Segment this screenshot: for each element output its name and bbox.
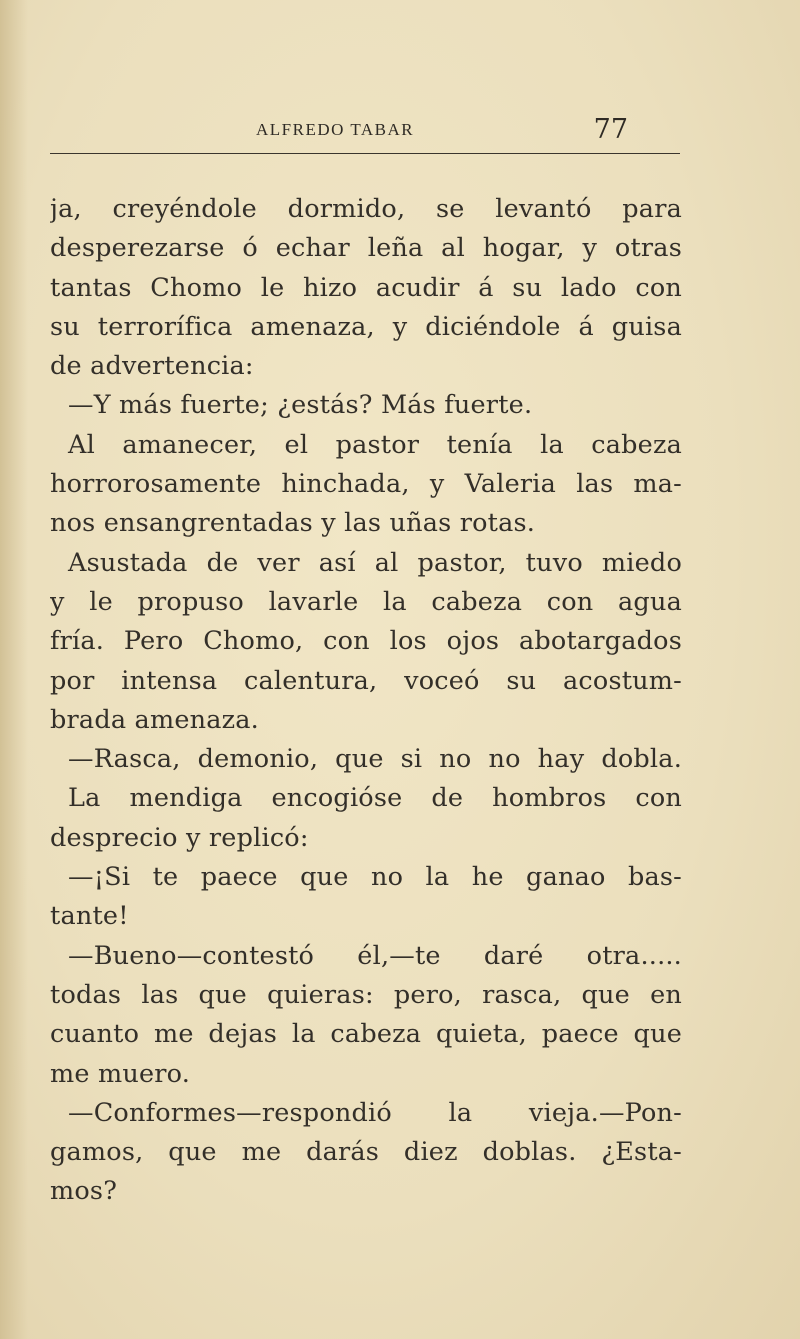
text-line: su terrorífica amenaza, y diciéndole á guisa bbox=[50, 311, 682, 342]
text-line: —Bueno—contestó él,—te daré otra..... bbox=[68, 940, 682, 971]
text-line: tante! bbox=[50, 901, 129, 932]
text-line: mos? bbox=[50, 1176, 118, 1207]
text-line: me muero. bbox=[50, 1058, 191, 1089]
body-text bbox=[50, 190, 682, 1212]
header-rule bbox=[50, 153, 680, 154]
text-line: —Y más fuerte; ¿estás? Más fuerte. bbox=[68, 390, 533, 421]
text-line: de advertencia: bbox=[50, 351, 254, 382]
text-line: horrorosamente hinchada, y Valeria las ma- bbox=[50, 469, 682, 500]
text-line: desprecio y replicó: bbox=[50, 822, 309, 853]
running-head: ALFREDO TABAR bbox=[256, 120, 415, 139]
text-line: desperezarse ó echar leña al hogar, y otras bbox=[50, 233, 682, 264]
text-line: La mendiga encogióse de hombros con bbox=[68, 783, 682, 814]
text-line: Asustada de ver así al pastor, tuvo miedo bbox=[68, 547, 682, 578]
text-line: todas las que quieras: pero, rasca, que en bbox=[50, 979, 682, 1010]
text-line: brada amenaza. bbox=[50, 704, 259, 735]
text-line: tantas Chomo le hizo acudir á su lado con bbox=[50, 272, 682, 303]
page-number: 77 bbox=[593, 114, 628, 145]
text-line: —Rasca, demonio, que si no no hay dobla. bbox=[68, 744, 682, 775]
text-line: Al amanecer, el pastor tenía la cabeza bbox=[68, 429, 682, 460]
text-line: gamos, que me darás diez doblas. ¿Esta- bbox=[50, 1137, 682, 1168]
page-gutter-shadow bbox=[0, 0, 28, 1339]
text-line: ja, creyéndole dormido, se levantó para bbox=[50, 194, 682, 224]
text-line: —Conformes—respondió la vieja.—Pon- bbox=[68, 1097, 682, 1128]
text-line: cuanto me dejas la cabeza quieta, paece que bbox=[50, 1019, 682, 1050]
text-line: y le propuso lavarle la cabeza con agua bbox=[50, 586, 682, 617]
text-line: —¡Si te paece que no la he ganao bas- bbox=[68, 862, 682, 893]
text-line: por intensa calentura, voceó su acostum- bbox=[50, 665, 682, 696]
page-header bbox=[50, 114, 680, 154]
text-line: nos ensangrentadas y las uñas rotas. bbox=[50, 508, 536, 539]
text-line: fría. Pero Chomo, con los ojos abotargados bbox=[50, 626, 682, 657]
